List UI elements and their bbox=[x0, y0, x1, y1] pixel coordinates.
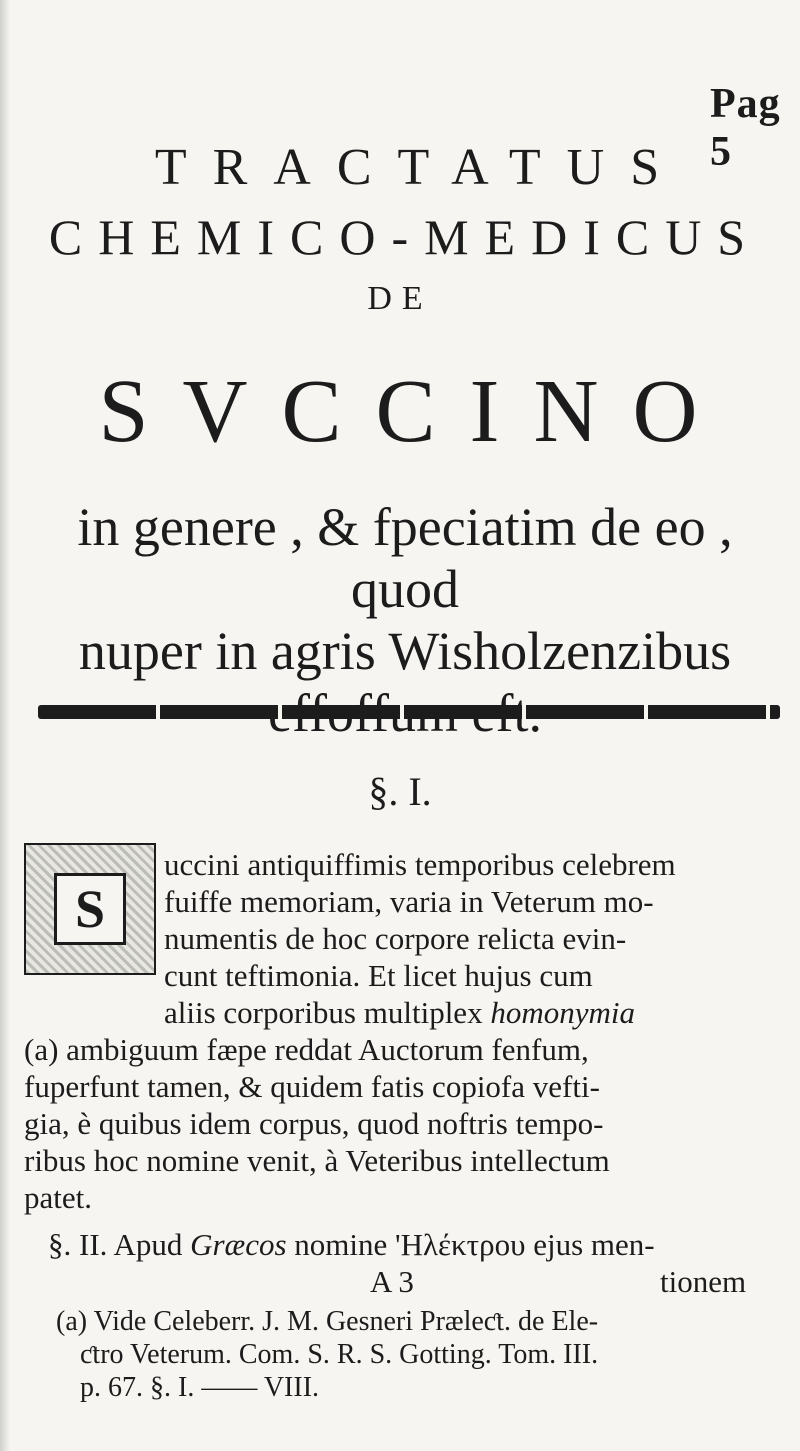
section-mark: §. I. bbox=[368, 769, 432, 814]
title-line-chemico-medicus: CHEMICO-MEDICUS bbox=[48, 209, 762, 265]
catchword: tionem bbox=[660, 1264, 747, 1299]
page-number: Pag 5 bbox=[710, 81, 781, 175]
footnote-line: (a) Vide Celeberr. J. M. Gesneri Præleƈt. de Ele- bbox=[56, 1306, 599, 1337]
paragraph-line: ribus hoc nomine venit, à Veteribus intellectum bbox=[24, 1143, 610, 1178]
paragraph-line: numentis de hoc corpore relicta evin- bbox=[164, 921, 627, 956]
section-2-line bbox=[48, 1226, 655, 1263]
divider-rule bbox=[38, 705, 780, 719]
signature-mark: A 3 bbox=[370, 1264, 414, 1299]
paragraph-line: uccini antiquiffimis temporibus celebrem bbox=[164, 847, 676, 882]
drop-cap-letter: S bbox=[54, 873, 126, 945]
paragraph-line: fuperfunt tamen, & quidem fatis copiofa vefti- bbox=[24, 1069, 600, 1104]
title-line-succino: SVCCINO bbox=[98, 362, 732, 461]
section-2-text: Apud bbox=[113, 1227, 183, 1262]
title-line-tractatus: TRACTATUS bbox=[154, 139, 686, 196]
paragraph-line bbox=[164, 994, 635, 1031]
subtitle-line-2: nuper in agris Wisholzenzibus bbox=[78, 621, 732, 681]
paragraph-line: gia, è quibus idem corpus, quod noftris tempo- bbox=[24, 1106, 604, 1141]
drop-cap-ornament bbox=[24, 843, 156, 975]
footnote-line: p. 67. §. I. —— VIII. bbox=[80, 1372, 320, 1403]
paragraph-line: cunt teftimonia. Et licet hujus cum bbox=[164, 958, 593, 993]
paragraph-text: aliis corporibus multiplex bbox=[164, 995, 483, 1030]
subtitle-line-1: in genere , & fpeciatim de eo , quod bbox=[77, 497, 733, 619]
paragraph-line: patet. bbox=[24, 1180, 92, 1215]
italic-term: homonymia bbox=[490, 995, 635, 1030]
footnote-line: ƈtro Veterum. Com. S. R. S. Gotting. Tom. III. bbox=[80, 1339, 599, 1370]
section-2-mark: §. II. bbox=[48, 1227, 108, 1262]
title-line-de: DE bbox=[367, 280, 433, 317]
paragraph-line: fuiffe memoriam, varia in Veterum mo- bbox=[164, 884, 654, 919]
section-2-italic: Græcos bbox=[190, 1227, 287, 1262]
paragraph-line: (a) ambiguum fæpe reddat Auctorum fenfum, bbox=[24, 1032, 589, 1067]
section-2-text: nomine 'Ηλέκτρου ejus men- bbox=[294, 1227, 655, 1262]
